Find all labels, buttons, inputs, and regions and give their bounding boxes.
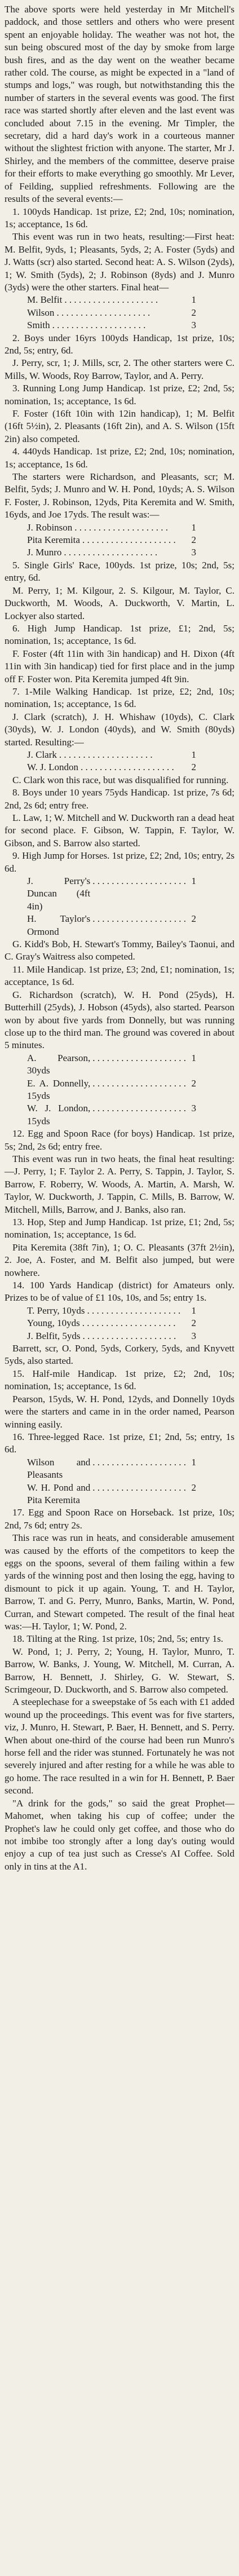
leader-dots: . . . . . . . . . . . . . . . . . . . . bbox=[92, 913, 186, 925]
result-list bbox=[27, 1052, 196, 1128]
event-block bbox=[5, 686, 234, 787]
result-row bbox=[27, 1052, 196, 1077]
result-name: W. J. London bbox=[27, 762, 78, 773]
event-heading: 11. Mile Handicap. 1st prize, £3; 2nd, £1; nomination, 1s; acceptance, 1s 6d. bbox=[5, 964, 234, 988]
result-row bbox=[27, 913, 196, 938]
result-name: A. Pearson, 30yds bbox=[27, 1052, 91, 1076]
event-body: G. Richardson (scratch), W. H. Pond (25yds), H. Butterhill (25yds), J. Hobson (45yds), also started. Pearson won by about five yards from Donnelly, but was running close up to the third man. The ground was covered in about 5 minutes. bbox=[5, 989, 234, 1051]
result-place: 3 bbox=[191, 320, 196, 331]
result-list bbox=[27, 749, 196, 774]
event-block bbox=[5, 1279, 234, 1368]
event-block bbox=[5, 622, 234, 686]
result-place: 1 bbox=[191, 1052, 196, 1063]
result-row bbox=[27, 307, 196, 319]
event-heading: 8. Boys under 10 years 75yds Handicap. 1st prize, 7s 6d; 2nd, 2s 6d; entry free. bbox=[5, 787, 234, 811]
leader-dots: . . . . . . . . . . . . . . . . . . . . bbox=[52, 320, 146, 331]
event-block bbox=[5, 332, 234, 383]
event-heading: 4. 440yds Handicap. 1st prize, £2; 2nd, 10s; nomination, 1s; acceptance, 1s 6d. bbox=[5, 446, 234, 470]
result-list bbox=[27, 522, 196, 559]
result-row bbox=[27, 294, 196, 306]
event-heading: 18. Tilting at the Ring. 1st prize, 10s; 2nd, 5s; entry 1s. bbox=[12, 1633, 224, 1645]
result-row bbox=[27, 319, 196, 332]
result-name: Wilson bbox=[27, 307, 55, 318]
event-block bbox=[5, 206, 234, 332]
leader-dots: . . . . . . . . . . . . . . . . . . . . bbox=[59, 749, 153, 760]
closing-paragraph: "A drink for the gods," so said the great Prophet—Mahomet, when taking his cup of coffee; under the Prophet's law he could only get coffee, and those who do not imbibe too strongly after a long day's outing would enjoy a cup of tea just such as Cresse's AI Coffee. Sold only in tins at the A1. bbox=[5, 1797, 234, 1872]
result-place: 3 bbox=[191, 1330, 196, 1341]
result-row bbox=[27, 761, 196, 774]
result-place: 2 bbox=[191, 1318, 196, 1329]
event-body: Pearson, 15yds, W. H. Pond, 12yds, and Donnelly 10yds were the starters and came in in the order named, Pearson winning easily. bbox=[5, 1393, 234, 1430]
event-heading: 9. High Jump for Horses. 1st prize, £2; 2nd, 10s; entry, 2s 6d. bbox=[5, 850, 234, 874]
event-body: W. Pond, 1; J. Perry, 2; Young, H. Taylor, Munro, T. Barrow, W. Banks, J. Young, W. Mitchell, M. Curran, A. Barrow, H. Bennett, J. Shirley, G. W. Stewart, S. Scrimgeour, D. Duckworth, and S. Barrow also competed. bbox=[5, 1646, 234, 1695]
event-body: The starters were Richardson, and Pleasants, scr; M. Belfit, 5yds; J. Munro and W. H. Pond, 10yds; A. S. Wilson F. Foster, J. Robinson, 12yds, Pita Keremita and W. Smith, 16yds, and Joe 17yds. The result was:— bbox=[5, 471, 234, 520]
event-heading: 14. 100 Yards Handicap (district) for Amateurs only. Prizes to be of value of £1 10s, 10s, and 5s; entry 1s. bbox=[5, 1280, 234, 1304]
result-place: 1 bbox=[191, 749, 196, 760]
event-block bbox=[5, 1633, 234, 1696]
event-heading: 12. Egg and Spoon Race (for boys) Handicap. 1st prize, 5s; 2nd, 2s 6d; entry free. bbox=[5, 1128, 234, 1152]
result-name: J. Perry's Duncan (4ft 4in) bbox=[27, 876, 91, 912]
result-list bbox=[27, 1305, 196, 1342]
result-row bbox=[27, 875, 196, 913]
event-body: M. Perry, 1; M. Kilgour, 2. S. Kilgour, M. Taylor, C. Duckworth, M. Woods, A. Duckworth, V. Martin, L. Lockyer also started. bbox=[5, 585, 234, 621]
result-place: 2 bbox=[191, 1482, 196, 1493]
leader-dots: . . . . . . . . . . . . . . . . . . . . bbox=[74, 522, 169, 533]
result-list bbox=[27, 294, 196, 332]
leader-dots: . . . . . . . . . . . . . . . . . . . . bbox=[92, 1052, 186, 1063]
result-name: H. Taylor's Ormond bbox=[27, 913, 91, 937]
event-list bbox=[5, 206, 234, 1696]
result-name: Young, 10yds bbox=[27, 1318, 80, 1329]
event-block bbox=[5, 1368, 234, 1431]
result-row bbox=[27, 1456, 196, 1482]
result-name: J. Robinson bbox=[27, 522, 73, 533]
event-block bbox=[5, 445, 234, 559]
result-name: J. Belfit, 5yds bbox=[27, 1330, 81, 1341]
result-name: Smith bbox=[27, 320, 50, 331]
event-body: L. Law, 1; W. Mitchell and W. Duckworth ran a dead heat for second place. F. Gibson, W. Tappin, F. Taylor, W. Gibson, and S. Barrow also started. bbox=[5, 812, 234, 849]
event-block bbox=[5, 1506, 234, 1633]
event-body: F. Foster (4ft 11in with 3in handicap) and H. Dixon (4ft 11in with 3in handicap) tied for first place and in the jump off F. Foster won. Pita Keremita jumped 4ft 9in. bbox=[5, 648, 234, 684]
leader-dots: . . . . . . . . . . . . . . . . . . . . bbox=[92, 1456, 186, 1468]
result-name: J. Clark bbox=[27, 749, 57, 760]
result-place: 3 bbox=[191, 547, 196, 558]
event-block bbox=[5, 964, 234, 1128]
result-list bbox=[27, 1456, 196, 1507]
leader-dots: . . . . . . . . . . . . . . . . . . . . bbox=[81, 762, 174, 773]
result-place: 2 bbox=[191, 762, 196, 773]
leader-dots: . . . . . . . . . . . . . . . . . . . . bbox=[87, 1305, 181, 1316]
result-row bbox=[27, 522, 196, 534]
event-block bbox=[5, 1216, 234, 1279]
event-heading: 2. Boys under 16yrs 100yds Handicap, 1st prize, 10s; 2nd, 5s; entry, 6d. bbox=[5, 332, 234, 356]
event-heading: 15. Half-mile Handicap. 1st prize, £2; 2nd, 10s; nomination, 1s; acceptance, 1s 6d. bbox=[5, 1368, 234, 1392]
result-place: 2 bbox=[191, 307, 196, 318]
result-name: T. Perry, 10yds bbox=[27, 1305, 85, 1316]
result-list bbox=[27, 875, 196, 938]
leader-dots: . . . . . . . . . . . . . . . . . . . . bbox=[82, 534, 176, 546]
leader-dots: . . . . . . . . . . . . . . . . . . . . bbox=[92, 1482, 186, 1493]
leader-dots: . . . . . . . . . . . . . . . . . . . . bbox=[92, 1077, 186, 1089]
result-row bbox=[27, 749, 196, 761]
result-place: 2 bbox=[191, 534, 196, 546]
event-block bbox=[5, 1128, 234, 1216]
event-heading: 6. High Jump Handicap. 1st prize, £1; 2nd, 5s; nomination, 1s; acceptance, 1s 6d. bbox=[5, 622, 234, 647]
event-block bbox=[5, 1431, 234, 1506]
leader-dots: . . . . . . . . . . . . . . . . . . . . bbox=[82, 1330, 176, 1341]
leader-dots: . . . . . . . . . . . . . . . . . . . . bbox=[56, 307, 151, 318]
event-block bbox=[5, 382, 234, 445]
result-name: J. Munro bbox=[27, 547, 62, 558]
event-note: C. Clark won this race, but was disqualified for running. bbox=[12, 774, 229, 785]
result-row bbox=[27, 1077, 196, 1103]
result-name: M. Belfit bbox=[27, 294, 63, 306]
result-name: Pita Keremita bbox=[27, 534, 80, 546]
event-heading: 17. Egg and Spoon Race on Horseback. 1st prize, 10s; 2nd, 7s 6d; entry 2s. bbox=[5, 1507, 234, 1531]
result-place: 1 bbox=[191, 522, 196, 533]
event-body: This event was run in two heats, the final heat resulting:—J. Perry, 1; F. Taylor 2. A. Perry, S. Tappin, J. Taylor, S. Barrow, F. Roberry, W. Woods, A. Martin, A. Marsh, W. Taylor, W. Duckworth, J. Tappin, C. Mills, B. Barrow, W. Mitchell, Mills, Barrow, and J. Banks, also ran. bbox=[5, 1153, 234, 1215]
result-name: W. H. Pond and Pita Keremita bbox=[27, 1482, 91, 1505]
article-intro: The above sports were held yesterday in Mr Mitchell's paddock, and those settlers and others who were present spent an enjoyable holiday. The weather was not hot, the sun being obscured most of the day by smoke from large bush fires, and as the day went on the weather became rather cold. The course, as might be expected in a "land of stumps and logs," was rough, but notwithstanding this the number of starters in the several events was good. The first race was started shortly after eleven and the last event was concluded about 7.15 in the evening. Mr Timpler, the secretary, did a hard day's work in a courteous manner without the slightest friction with anyone. The starter, Mr J. Shirley, and the members of the committee, deserve praise for their efforts to make everything go smoothly. Mr Lever, of Feilding, supplied refreshments. Following are the results of the several events:— bbox=[5, 4, 234, 205]
result-place: 2 bbox=[191, 1077, 196, 1089]
event-body: Barrett, scr, O. Pond, 5yds, Corkery, 5yds, and Knyvett 5yds, also started. bbox=[5, 1343, 234, 1367]
event-body: This race was run in heats, and considerable amusement was caused by the efforts of the competitors to keep the eggs on the spoons, several of them failing within a few yards of the winning post and then losing the egg, having to dismount to pick it up again. Young, T. and H. Taylor, Barrow, T. and G. Perry, Munro, Banks, Martin, W. Pond, Curran, and Stewart competed. The result of the final heat was:—H. Taylor, 1; W. Pond, 2. bbox=[5, 1532, 234, 1632]
result-place: 2 bbox=[191, 913, 196, 925]
leader-dots: . . . . . . . . . . . . . . . . . . . . bbox=[92, 1103, 186, 1114]
result-place: 1 bbox=[191, 876, 196, 887]
result-row bbox=[27, 546, 196, 559]
event-block bbox=[5, 787, 234, 850]
event-body: Pita Keremita (38ft 7in), 1; O. C. Pleasants (37ft 2½in), 2. Joe, A. Foster, and M. Belfit also jumped, but were nowhere. bbox=[5, 1241, 234, 1278]
result-place: 1 bbox=[191, 294, 196, 306]
event-body: F. Foster (16ft 10in with 12in handicap), 1; M. Belfit (16ft 5½in), 2. Pleasants (16ft 2in), and A. S. Wilson (15ft 2in) also competed. bbox=[5, 408, 234, 444]
event-heading: 1. 100yds Handicap. 1st prize, £2; 2nd, 10s; nomination, 1s; acceptance, 1s 6d. bbox=[5, 206, 234, 229]
event-block bbox=[5, 559, 234, 622]
result-name: Wilson and Pleasants bbox=[27, 1456, 91, 1481]
leader-dots: . . . . . . . . . . . . . . . . . . . . bbox=[64, 294, 158, 306]
event-heading: 3. Running Long Jump Handicap. 1st prize, £2; 2nd, 5s; nomination, 1s; acceptance, 1s 6d. bbox=[5, 383, 234, 406]
result-name: E. A. Donnelly, 15yds bbox=[27, 1077, 91, 1101]
leader-dots: . . . . . . . . . . . . . . . . . . . . bbox=[82, 1318, 176, 1329]
event-body: This event was run in two heats, resulting:—First heat: M. Belfit, 9yds, 1; Pleasants, 5yds, 2; A. Foster (5yds) and J. Watts (scr) also started. Second heat: A. S. Wilson (2yds), 1; W. Smith (5yds), 2; J. Robinson (8yds) and J. Munro (3yds) were the other starters. Final heat— bbox=[5, 231, 234, 293]
result-row bbox=[27, 534, 196, 546]
steeplechase-paragraph: A steeplechase for a sweepstake of 5s each with £1 added wound up the proceedings. This event was for five starters, viz, J. Munro, H. Stewart, P. Baer, H. Bennett, and S. Perry. When about one-third of the course had been run Munro's horse fell and the rider was stunned. Fortunately he was not severely injured and after resting for a while he was able to go home. The race resulted in a win for H. Bennett, P. Baer second. bbox=[5, 1696, 234, 1796]
event-heading: 13. Hop, Step and Jump Handicap. 1st prize, £1; 2nd, 5s; nomination, 1s; acceptance, 1s 6d. bbox=[5, 1217, 234, 1240]
result-row bbox=[27, 1305, 196, 1317]
result-place: 1 bbox=[191, 1456, 196, 1468]
result-place: 1 bbox=[191, 1305, 196, 1316]
result-name: W. J. London, 15yds bbox=[27, 1103, 91, 1126]
result-place: 3 bbox=[191, 1103, 196, 1114]
event-body: J. Clark (scratch), J. H. Whishaw (10yds), C. Clark (30yds), W. J. London (40yds), and W. Smith (80yds) started. Resulting:— bbox=[5, 711, 234, 748]
event-heading: 5. Single Girls' Race, 100yds. 1st prize, 10s; 2nd, 5s; entry, 6d. bbox=[5, 559, 234, 584]
event-heading: 16. Three-legged Race. 1st prize, £1; 2nd, 5s; entry, 1s 6d. bbox=[5, 1431, 234, 1455]
event-heading: 7. 1-Mile Walking Handicap. 1st prize, £2; 2nd, 10s; nomination, 1s; acceptance, 1s 6d. bbox=[5, 686, 234, 710]
event-block bbox=[5, 850, 234, 964]
event-body: J. Perry, scr, 1; J. Mills, scr, 2. The other starters were C. Mills, W. Woods, Roy Barrow, Taylor, and A. Perry. bbox=[5, 357, 234, 381]
article-column bbox=[5, 3, 234, 1873]
event-body: G. Kidd's Bob, H. Stewart's Tommy, Bailey's Taonui, and C. Gray's Waitress also competed. bbox=[5, 939, 234, 962]
leader-dots: . . . . . . . . . . . . . . . . . . . . bbox=[92, 876, 186, 887]
leader-dots: . . . . . . . . . . . . . . . . . . . . bbox=[64, 547, 158, 558]
result-row bbox=[27, 1317, 196, 1329]
result-row bbox=[27, 1330, 196, 1342]
result-row bbox=[27, 1102, 196, 1128]
result-row bbox=[27, 1482, 196, 1507]
